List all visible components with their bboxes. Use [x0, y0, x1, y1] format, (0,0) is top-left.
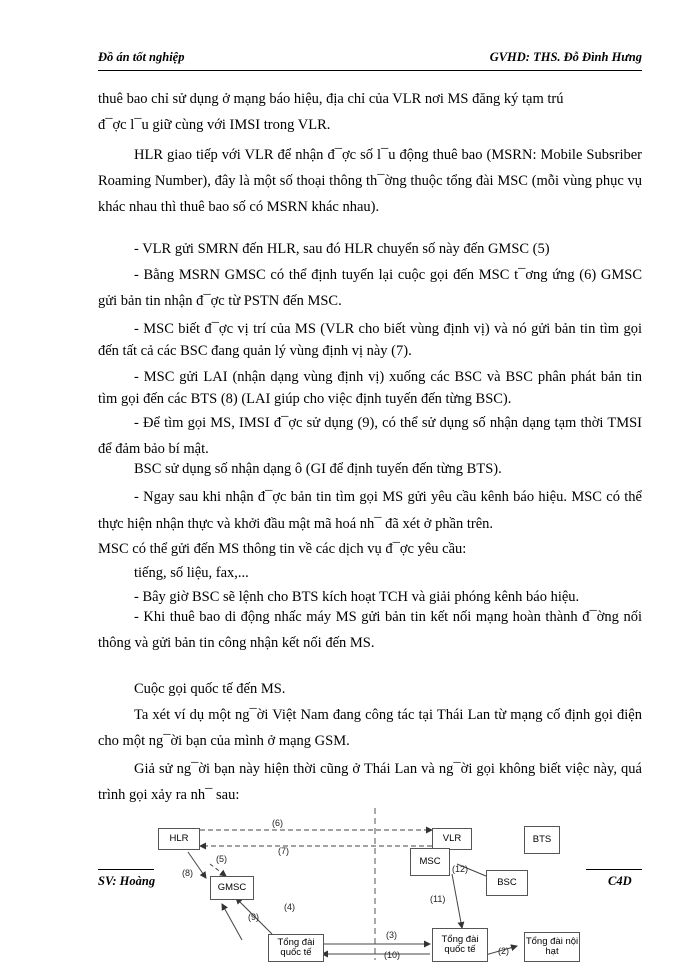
header-left-title: Đồ án tốt nghiệp	[98, 50, 185, 64]
label-6: (6)	[272, 818, 283, 828]
footer-student: SV: Hoàng	[98, 874, 156, 888]
label-4: (4)	[284, 902, 295, 912]
footer-divider-right	[586, 869, 642, 870]
header-divider	[98, 70, 642, 71]
line-msc-service-info: MSC có thể gửi đến MS thông tin về các dịch vụ đ¯ợc yêu cầu:	[98, 541, 467, 557]
item-msc-locate: - MSC biết đ¯ợc vị trí của MS (VLR cho biết vùng định vị) và nó gửi bản tin tìm gọi đến tất cả các BSC đang quản lý vùng định vị này (7).	[98, 321, 642, 359]
gmsc-node: GMSC	[210, 876, 254, 900]
item-connect-complete: - Khi thuê bao di động nhấc máy MS gửi bản tin kết nối mạng hoàn thành đ¯ờng nối thông và gửi bản tin công nhận kết nối đến MS.	[98, 609, 642, 651]
item-msc-lai: - MSC gửi LAI (nhận dạng vùng định vị) xuống các BSC và BSC phân phát bản tin tìm gọi đến các BTS (8) (LAI giúp cho việc định tuyến đến từng BSC).	[98, 369, 642, 407]
label-7: (7)	[278, 846, 289, 856]
body-line-1: thuê bao chỉ sử dụng ở mạng báo hiệu, địa chỉ của VLR nơi MS đăng ký tạm trú	[98, 91, 564, 107]
item-tch-activate: - Bây giờ BSC sẽ lệnh cho BTS kích hoạt TCH và giải phóng kênh báo hiệu.	[134, 589, 580, 605]
intl-exchange-right: Tổng đài quốc tế	[432, 928, 488, 962]
paragraph-hlr: HLR giao tiếp với VLR để nhận đ¯ợc số l¯u động thuê bao (MSRN: Mobile Subsriber Roaming Number), đây là một số thoại thông th¯ờng thuộc tổng đài MSC (mỗi vùng phục vụ khác nhau thì thuê bao số có MSRN khác nhau).	[98, 147, 642, 215]
paragraph-example: Ta xét ví dụ một ng¯ời Việt Nam đang công tác tại Thái Lan từ mạng cố định gọi điện cho một ng¯ời bạn của mình ở mạng GSM.	[98, 707, 642, 749]
bts-node: BTS	[524, 826, 560, 854]
label-8: (8)	[182, 868, 193, 878]
page-header	[98, 50, 642, 70]
label-12: (12)	[452, 864, 469, 874]
call-flow-diagram	[152, 806, 592, 960]
label-5: (5)	[216, 854, 227, 864]
section-title-international-call: Cuộc gọi quốc tế đến MS.	[134, 681, 286, 697]
hlr-node: HLR	[158, 828, 200, 850]
label-11: (11)	[430, 894, 446, 904]
label-9: (9)	[248, 912, 259, 922]
bsc-node: BSC	[486, 870, 528, 896]
item-imsi: - Để tìm gọi MS, IMSI đ¯ợc sử dụng (9), có thể sử dụng số nhận dạng tạm thời TMSI để đảm bảo bí mật.	[98, 415, 642, 457]
body-line-2: đ¯ợc l¯u giữ cùng với IMSI trong VLR.	[98, 117, 331, 133]
vlr-node: VLR	[432, 828, 472, 850]
footer-divider-left	[98, 869, 154, 870]
msc-node: MSC	[410, 848, 450, 876]
item-signal-channel: - Ngay sau khi nhận đ¯ợc bản tin tìm gọi MS gửi yêu cầu kênh báo hiệu. MSC có thể thực hiện nhận thực và khởi đầu mật mã hoá nh¯ đã xét ở phần trên.	[98, 489, 642, 532]
label-2: (2)	[498, 946, 509, 956]
intl-exchange-left: Tổng đài quốc tế	[268, 934, 324, 962]
label-10: (10)	[384, 950, 401, 960]
local-exchange: Tổng đài nội hạt	[524, 932, 580, 962]
paragraph-assumption: Giả sử ng¯ời bạn này hiện thời cũng ở Thái Lan và ng¯ời gọi không biết việc này, quá trình gọi xảy ra nh¯ sau:	[98, 761, 642, 803]
item-msrn-route: - Bằng MSRN GMSC có thể định tuyến lại cuộc gọi đến MSC t¯ơng ứng (6) GMSC gửi bản tin nhận đ¯ợc từ PSTN đến MSC.	[98, 267, 642, 309]
footer-class: C4D	[608, 874, 632, 888]
line-bsc-cell-id: BSC sử dụng số nhận dạng ô (GI để định tuyến đến từng BTS).	[134, 461, 502, 477]
item-vlr-send: - VLR gửi SMRN đến HLR, sau đó HLR chuyển số này đến GMSC (5)	[134, 241, 550, 257]
header-right-advisor: GVHD: THS. Đỗ Đình Hưng	[489, 50, 642, 64]
label-3: (3)	[386, 930, 397, 940]
line-service-types: tiếng, số liệu, fax,...	[134, 565, 249, 581]
